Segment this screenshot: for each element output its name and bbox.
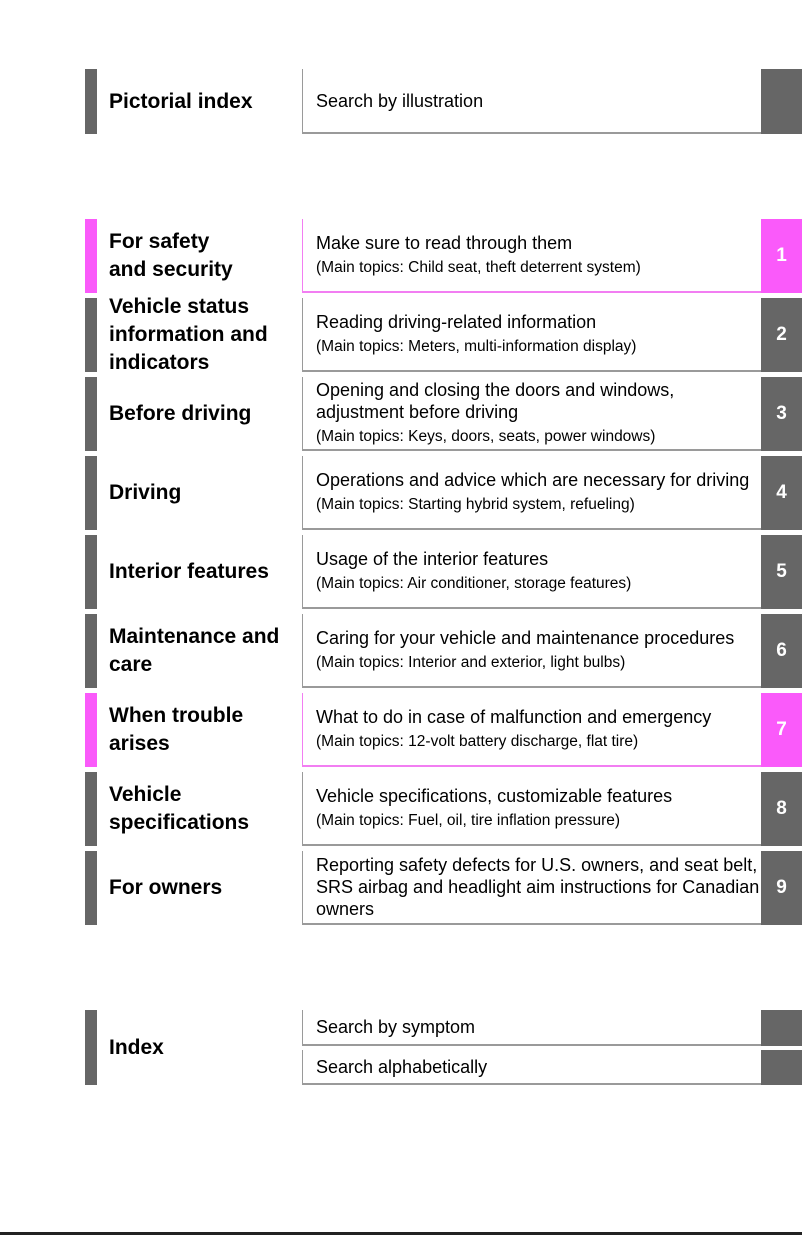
chapter-link[interactable] — [302, 298, 761, 372]
chapter-link[interactable] — [302, 219, 761, 293]
pictorial-index-link[interactable] — [302, 69, 761, 134]
chapter-title: Before driving — [109, 402, 252, 425]
chapter-desc: What to do in case of malfunction and emergency — [316, 707, 712, 727]
chapter-desc: Make sure to read through them — [316, 233, 573, 253]
chapter-link[interactable] — [302, 851, 761, 925]
chapter-title: When trouble arises — [109, 704, 244, 755]
index-title: Index — [109, 1035, 164, 1059]
section-bar — [85, 693, 97, 767]
chapter-tab[interactable]: 4 — [761, 456, 802, 530]
chapter-title: Vehicle specifications — [109, 783, 250, 834]
chapter-desc: Operations and advice which are necessary for driving — [316, 470, 750, 490]
pictorial-index-title: Pictorial index — [109, 89, 253, 113]
chapter-title: For owners — [109, 876, 223, 899]
search-alphabetically-link[interactable] — [302, 1050, 761, 1085]
section-bar — [85, 456, 97, 530]
chapter-title: Vehicle status information and indicators — [109, 295, 268, 374]
chapter-tab[interactable]: 5 — [761, 535, 802, 609]
chapter-title: For safety and security — [109, 230, 233, 281]
chapter-tab[interactable]: 8 — [761, 772, 802, 846]
chapter-topics: (Main topics: 12-volt battery discharge, flat tire) — [316, 733, 639, 750]
chapter-tab[interactable]: 1 — [761, 219, 802, 293]
chapter-topics: (Main topics: Child seat, theft deterrent system) — [316, 259, 641, 276]
chapter-topics: (Main topics: Fuel, oil, tire inflation pressure) — [316, 812, 621, 829]
chapter-topics: (Main topics: Interior and exterior, light bulbs) — [316, 654, 626, 671]
chapter-tab[interactable]: 3 — [761, 377, 802, 451]
chapter-desc: Caring for your vehicle and maintenance procedures — [316, 628, 735, 648]
chapter-link[interactable] — [302, 772, 761, 846]
chapter-desc: Reporting safety defects for U.S. owners, and seat belt, SRS airbag and headlight aim instructions for Canadian owners — [316, 855, 760, 919]
chapter-tab[interactable]: 7 — [761, 693, 802, 767]
section-bar — [85, 377, 97, 451]
chapter-link[interactable] — [302, 456, 761, 530]
section-bar — [85, 69, 97, 134]
chapter-link[interactable] — [302, 535, 761, 609]
chapter-tab[interactable]: 6 — [761, 614, 802, 688]
chapter-desc: Usage of the interior features — [316, 549, 549, 569]
chapter-row-1[interactable] — [0, 219, 802, 293]
index-item-label: Search by symptom — [316, 1017, 476, 1037]
chapter-desc: Opening and closing the doors and windows, adjustment before driving — [316, 380, 675, 422]
chapter-link[interactable] — [302, 614, 761, 688]
chapter-row-5[interactable] — [0, 535, 802, 609]
chapter-row-7[interactable] — [0, 693, 802, 767]
chapter-title: Driving — [109, 481, 182, 504]
chapter-title: Interior features — [109, 560, 269, 583]
pictorial-index-desc: Search by illustration — [316, 90, 484, 111]
index-item-symptom[interactable] — [0, 1010, 802, 1046]
chapter-desc: Reading driving-related information — [316, 312, 597, 332]
chapter-topics: (Main topics: Keys, doors, seats, power windows) — [316, 428, 656, 445]
section-bar — [85, 851, 97, 925]
chapter-row-3[interactable] — [0, 377, 802, 451]
index-item-alphabetical[interactable] — [0, 1050, 802, 1085]
chapter-title: Maintenance and care — [109, 625, 280, 676]
section-bar — [85, 535, 97, 609]
section-bar — [85, 772, 97, 846]
chapter-row-8[interactable] — [0, 772, 802, 846]
chapter-tab[interactable]: 2 — [761, 298, 802, 372]
chapter-desc: Vehicle specifications, customizable features — [316, 786, 673, 806]
chapter-row-6[interactable] — [0, 614, 802, 688]
search-by-symptom-link[interactable] — [302, 1010, 761, 1046]
chapter-topics: (Main topics: Air conditioner, storage features) — [316, 575, 632, 592]
index-tab-alphabetical[interactable] — [761, 1050, 802, 1085]
section-bar — [85, 219, 97, 293]
pictorial-index-row[interactable] — [0, 69, 802, 134]
chapter-row-4[interactable] — [0, 456, 802, 530]
chapter-topics: (Main topics: Starting hybrid system, refueling) — [316, 496, 635, 513]
chapter-row-9[interactable] — [0, 851, 802, 925]
chapter-tab[interactable]: 9 — [761, 851, 802, 925]
chapter-row-2[interactable] — [0, 295, 802, 374]
index-item-label: Search alphabetically — [316, 1056, 488, 1077]
index-tab-symptom[interactable] — [761, 1010, 802, 1046]
chapter-topics: (Main topics: Meters, multi-information display) — [316, 338, 637, 355]
chapter-link[interactable] — [302, 377, 761, 451]
section-bar — [85, 614, 97, 688]
pictorial-index-tab[interactable] — [761, 69, 802, 134]
section-bar — [85, 298, 97, 372]
chapter-link[interactable] — [302, 693, 761, 767]
